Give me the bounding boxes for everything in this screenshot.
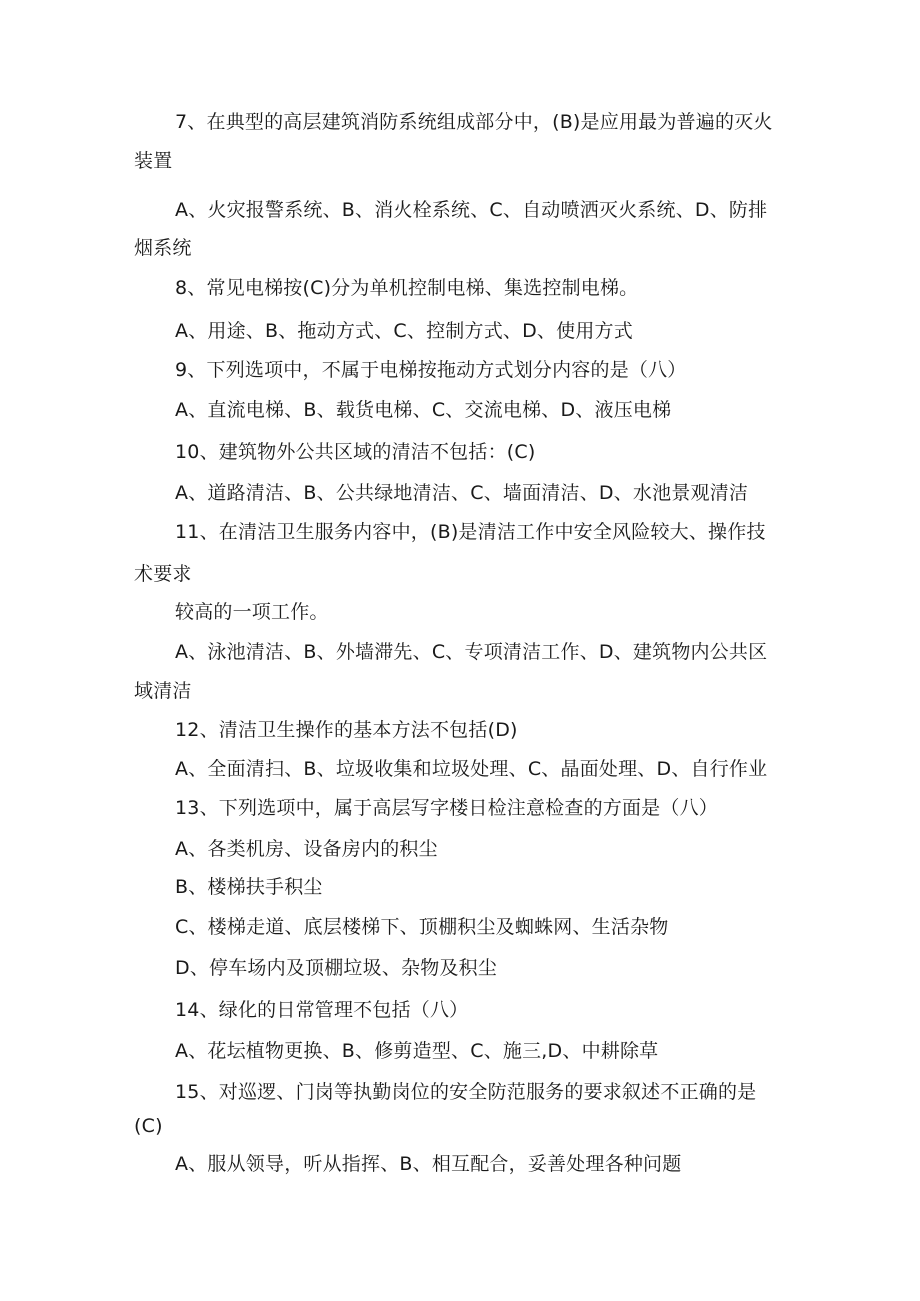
q13-option-c: C、楼梯走道、底层楼梯下、顶棚积尘及蜘蛛网、生活杂物 bbox=[175, 916, 669, 938]
q13-option-a: A、各类机房、设备房内的积尘 bbox=[175, 838, 438, 860]
q11-options: A、泳池清洁、B、外墙滞先、C、专项清洁工作、D、建筑物内公共区 bbox=[175, 641, 768, 663]
q7-options-continued: 烟系统 bbox=[134, 237, 192, 259]
q11-stem: 11、在清洁卫生服务内容中，(B)是清洁工作中安全风险较大、操作技 bbox=[175, 521, 766, 543]
q7-stem-continued: 装置 bbox=[134, 150, 173, 172]
q11-options-continued: 域清洁 bbox=[134, 680, 192, 702]
q13-option-b: B、楼梯扶手积尘 bbox=[175, 876, 323, 898]
q13-option-d: D、停车场内及顶棚垃圾、杂物及积尘 bbox=[175, 957, 498, 979]
q10-stem: 10、建筑物外公共区域的清洁不包括：(C) bbox=[175, 441, 536, 463]
q9-options: A、直流电梯、B、载货电梯、C、交流电梯、D、液压电梯 bbox=[175, 399, 672, 421]
q13-stem: 13、下列选项中，属于高层写字楼日检注意检查的方面是（八） bbox=[175, 797, 718, 819]
q12-options: A、全面清扫、B、垃圾收集和垃圾处理、C、晶面处理、D、自行作业 bbox=[175, 758, 768, 780]
q7-stem: 7、在典型的高层建筑消防系统组成部分中，(B)是应用最为普遍的灭火 bbox=[175, 111, 773, 133]
q9-stem: 9、下列选项中，不属于电梯按拖动方式划分内容的是（八） bbox=[175, 359, 687, 381]
q15-options: A、服从领导，听从指挥、B、相互配合，妥善处理各种问题 bbox=[175, 1153, 682, 1175]
q10-options: A、道路清洁、B、公共绿地清洁、C、墙面清洁、D、水池景观清洁 bbox=[175, 482, 749, 504]
q15-stem: 15、对巡逻、门岗等执勤岗位的安全防范服务的要求叙述不正确的是 bbox=[175, 1081, 757, 1103]
q14-stem: 14、绿化的日常管理不包括（八） bbox=[175, 999, 469, 1021]
q8-stem: 8、常见电梯按(C)分为单机控制电梯、集选控制电梯。 bbox=[175, 277, 639, 299]
q8-options: A、用途、B、拖动方式、C、控制方式、D、使用方式 bbox=[175, 320, 633, 342]
q14-options: A、花坛植物更换、B、修剪造型、C、施三,D、中耕除草 bbox=[175, 1040, 659, 1062]
q11-stem-continued: 术要求 bbox=[134, 563, 192, 585]
q7-options: A、火灾报警系统、B、消火栓系统、C、自动喷洒灭火系统、D、防排 bbox=[175, 199, 768, 221]
q11-stem-continued-2: 较高的一项工作。 bbox=[175, 601, 329, 623]
q15-stem-continued: (C) bbox=[134, 1115, 163, 1137]
q12-stem: 12、清洁卫生操作的基本方法不包括(D) bbox=[175, 719, 518, 741]
